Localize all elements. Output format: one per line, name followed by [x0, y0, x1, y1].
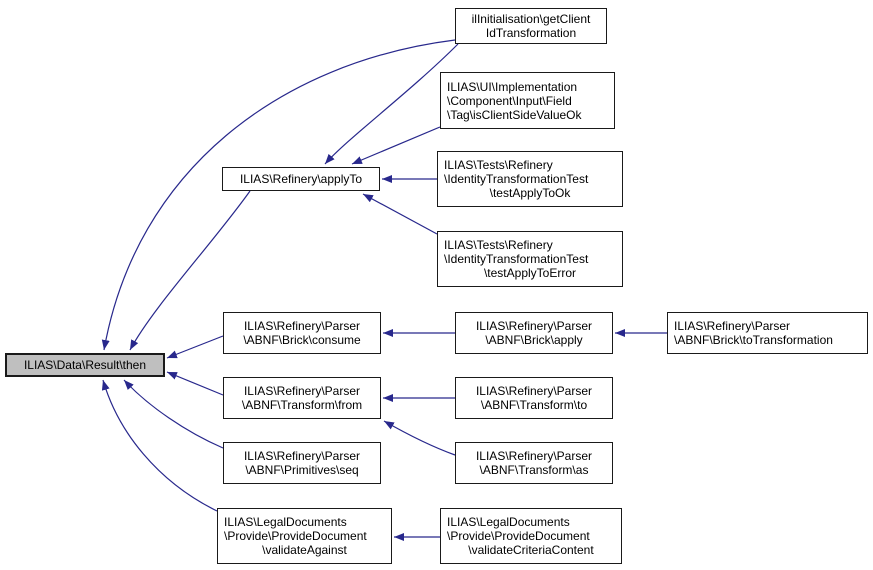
node-label-line: \ABNF\Primitives\seq — [245, 463, 359, 477]
node-consume[interactable] — [223, 312, 381, 354]
node-toTransformation[interactable] — [667, 312, 868, 354]
node-testApplyToOk[interactable] — [437, 151, 623, 207]
node-label-line: \ABNF\Transform\as — [479, 463, 589, 477]
node-label-line: \ABNF\Brick\consume — [243, 333, 361, 347]
node-label-line: ILIAS\Tests\Refinery — [444, 158, 553, 172]
node-label-line: \ABNF\Transform\to — [480, 398, 588, 412]
edge-as-from — [384, 421, 455, 455]
node-label-line: \ABNF\Brick\toTransformation — [674, 333, 833, 347]
node-label-line: ILIAS\Refinery\Parser — [243, 319, 361, 333]
edge-getClientIdTransformation-then — [104, 40, 455, 350]
node-label-line: \Tag\isClientSideValueOk — [447, 107, 582, 122]
node-applyTo[interactable] — [222, 167, 380, 191]
edge-from-then — [167, 372, 223, 395]
node-label-line: \Provide\ProvideDocument — [224, 529, 367, 543]
node-label-line: \IdentityTransformationTest — [444, 172, 589, 186]
node-label-line: ILIAS\Refinery\Parser — [243, 449, 361, 463]
node-label-line: ILIAS\Data\Result\then — [23, 358, 147, 372]
node-primitives-seq[interactable] — [223, 442, 381, 484]
node-transform-to[interactable] — [455, 377, 613, 419]
node-label-line: ILIAS\Refinery\Parser — [475, 319, 593, 333]
node-apply[interactable] — [455, 312, 613, 354]
node-label-line: \ABNF\Transform\from — [241, 398, 363, 412]
node-testApplyToError[interactable] — [437, 231, 623, 287]
node-label-line: \Provide\ProvideDocument — [447, 529, 590, 543]
node-label-line: \testApplyToOk — [489, 186, 571, 200]
node-label-line: ILIAS\Refinery\Parser — [475, 384, 593, 398]
node-label-line: ILIAS\Tests\Refinery — [444, 238, 553, 252]
node-label-line: \validateCriteriaContent — [468, 543, 594, 557]
node-label-line: \testApplyToError — [483, 266, 577, 280]
node-transform-from[interactable] — [223, 377, 381, 419]
edge-getClientIdTransformation-applyTo — [325, 44, 458, 164]
node-getClientIdTransformation[interactable] — [455, 8, 607, 44]
edge-validateAgainst-then — [103, 380, 217, 511]
edge-isClientSideValueOk-applyTo — [352, 127, 440, 164]
node-label-line: \Component\Input\Field — [447, 93, 572, 108]
node-isClientSideValueOk[interactable] — [440, 72, 615, 129]
node-label-line: ilInitialisation\getClient — [471, 12, 591, 26]
edge-seq-then — [124, 380, 223, 448]
node-label-line: \ABNF\Brick\apply — [485, 333, 583, 347]
node-label-line: ILIAS\Refinery\applyTo — [239, 172, 363, 186]
node-transform-as[interactable] — [455, 442, 613, 484]
edge-testApplyToError-applyTo — [363, 194, 437, 234]
node-label-line: ILIAS\LegalDocuments — [224, 515, 347, 529]
node-label-line: ILIAS\LegalDocuments — [447, 515, 570, 529]
node-then-current[interactable] — [5, 353, 165, 377]
node-label-line: \IdentityTransformationTest — [444, 252, 589, 266]
node-validateCriteriaContent[interactable] — [440, 508, 622, 564]
edge-consume-then — [167, 336, 223, 358]
node-label-line: ILIAS\Refinery\Parser — [674, 319, 791, 333]
node-label-line: ILIAS\Refinery\Parser — [475, 449, 593, 463]
node-validateAgainst[interactable] — [217, 508, 392, 564]
node-label-line: \validateAgainst — [262, 543, 347, 557]
node-label-line: ILIAS\Refinery\Parser — [243, 384, 361, 398]
node-label-line: ILIAS\UI\Implementation — [447, 79, 578, 94]
node-label-line: IdTransformation — [485, 26, 577, 40]
